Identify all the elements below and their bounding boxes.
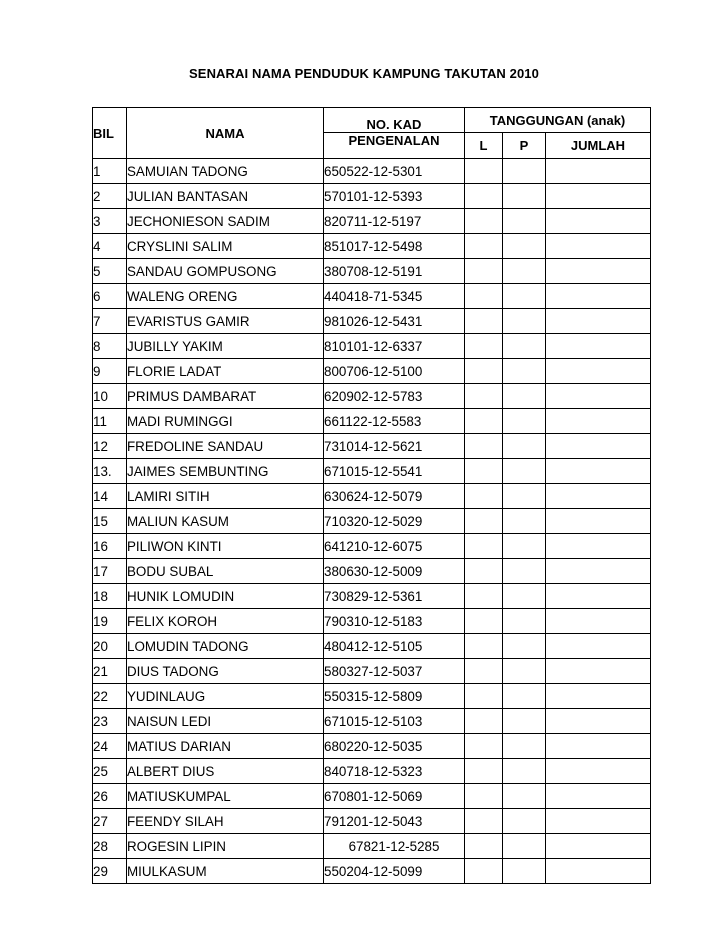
cell-bil: 17 <box>93 559 127 584</box>
cell-p <box>503 659 546 684</box>
cell-l <box>465 559 503 584</box>
cell-p <box>503 584 546 609</box>
cell-p <box>503 684 546 709</box>
cell-bil: 6 <box>93 284 127 309</box>
cell-l <box>465 584 503 609</box>
header-kad-line2: PENGENALAN <box>324 133 465 159</box>
cell-jumlah <box>546 609 651 634</box>
cell-l <box>465 259 503 284</box>
cell-kad: 671015-12-5103 <box>324 709 465 734</box>
cell-bil: 2 <box>93 184 127 209</box>
table-row <box>93 509 651 534</box>
cell-nama: EVARISTUS GAMIR <box>127 309 324 334</box>
table-row <box>93 559 651 584</box>
table-row <box>93 434 651 459</box>
cell-bil: 11 <box>93 409 127 434</box>
cell-kad: 791201-12-5043 <box>324 809 465 834</box>
cell-l <box>465 359 503 384</box>
table-row <box>93 859 651 884</box>
cell-l <box>465 409 503 434</box>
cell-p <box>503 309 546 334</box>
cell-jumlah <box>546 184 651 209</box>
cell-kad: 480412-12-5105 <box>324 634 465 659</box>
cell-p <box>503 759 546 784</box>
cell-jumlah <box>546 359 651 384</box>
header-jumlah: JUMLAH <box>546 133 651 159</box>
cell-l <box>465 609 503 634</box>
cell-jumlah <box>546 734 651 759</box>
header-tanggungan: TANGGUNGAN (anak) <box>465 108 651 133</box>
cell-bil: 23 <box>93 709 127 734</box>
cell-p <box>503 559 546 584</box>
header-l: L <box>465 133 503 159</box>
cell-bil: 9 <box>93 359 127 384</box>
table-row <box>93 159 651 184</box>
cell-bil: 4 <box>93 234 127 259</box>
cell-l <box>465 784 503 809</box>
cell-bil: 15 <box>93 509 127 534</box>
table-row <box>93 384 651 409</box>
cell-kad: 380708-12-5191 <box>324 259 465 284</box>
cell-p <box>503 409 546 434</box>
cell-jumlah <box>546 159 651 184</box>
cell-jumlah <box>546 834 651 859</box>
cell-p <box>503 834 546 859</box>
cell-l <box>465 684 503 709</box>
cell-p <box>503 709 546 734</box>
cell-kad: 630624-12-5079 <box>324 484 465 509</box>
cell-l <box>465 709 503 734</box>
cell-jumlah <box>546 534 651 559</box>
cell-l <box>465 759 503 784</box>
cell-bil: 14 <box>93 484 127 509</box>
cell-p <box>503 334 546 359</box>
table-row <box>93 584 651 609</box>
cell-nama: DIUS TADONG <box>127 659 324 684</box>
cell-nama: ALBERT DIUS <box>127 759 324 784</box>
cell-kad: 671015-12-5541 <box>324 459 465 484</box>
table-row <box>93 784 651 809</box>
cell-p <box>503 734 546 759</box>
table-row <box>93 734 651 759</box>
cell-nama: PRIMUS DAMBARAT <box>127 384 324 409</box>
table-row <box>93 634 651 659</box>
cell-p <box>503 384 546 409</box>
cell-bil: 26 <box>93 784 127 809</box>
cell-jumlah <box>546 659 651 684</box>
header-bil: BIL <box>93 108 127 159</box>
cell-kad: 440418-71-5345 <box>324 284 465 309</box>
cell-kad: 670801-12-5069 <box>324 784 465 809</box>
cell-bil: 12 <box>93 434 127 459</box>
cell-nama: YUDINLAUG <box>127 684 324 709</box>
cell-jumlah <box>546 809 651 834</box>
cell-l <box>465 459 503 484</box>
cell-p <box>503 484 546 509</box>
table-row <box>93 184 651 209</box>
cell-bil: 10 <box>93 384 127 409</box>
header-row-top <box>93 108 651 133</box>
cell-kad: 840718-12-5323 <box>324 759 465 784</box>
cell-nama: JECHONIESON SADIM <box>127 209 324 234</box>
cell-nama: FLORIE LADAT <box>127 359 324 384</box>
cell-l <box>465 434 503 459</box>
cell-bil: 28 <box>93 834 127 859</box>
cell-kad: 550315-12-5809 <box>324 684 465 709</box>
cell-nama: NAISUN LEDI <box>127 709 324 734</box>
cell-bil: 22 <box>93 684 127 709</box>
cell-kad: 67821-12-5285 <box>324 834 465 859</box>
cell-bil: 25 <box>93 759 127 784</box>
cell-kad: 981026-12-5431 <box>324 309 465 334</box>
cell-nama: HUNIK LOMUDIN <box>127 584 324 609</box>
cell-l <box>465 859 503 884</box>
table-row <box>93 309 651 334</box>
cell-p <box>503 434 546 459</box>
table-row <box>93 609 651 634</box>
cell-bil: 24 <box>93 734 127 759</box>
cell-p <box>503 634 546 659</box>
cell-kad: 650522-12-5301 <box>324 159 465 184</box>
cell-nama: LOMUDIN TADONG <box>127 634 324 659</box>
cell-jumlah <box>546 459 651 484</box>
cell-nama: BODU SUBAL <box>127 559 324 584</box>
cell-nama: PILIWON KINTI <box>127 534 324 559</box>
table-row <box>93 334 651 359</box>
cell-jumlah <box>546 234 651 259</box>
cell-p <box>503 509 546 534</box>
cell-l <box>465 734 503 759</box>
table-row <box>93 484 651 509</box>
cell-nama: MATIUSKUMPAL <box>127 784 324 809</box>
cell-jumlah <box>546 584 651 609</box>
cell-p <box>503 609 546 634</box>
table-row <box>93 809 651 834</box>
cell-p <box>503 284 546 309</box>
cell-nama: MIULKASUM <box>127 859 324 884</box>
cell-p <box>503 184 546 209</box>
cell-kad: 790310-12-5183 <box>324 609 465 634</box>
cell-bil: 27 <box>93 809 127 834</box>
cell-l <box>465 484 503 509</box>
cell-p <box>503 159 546 184</box>
cell-bil: 5 <box>93 259 127 284</box>
cell-p <box>503 209 546 234</box>
cell-jumlah <box>546 384 651 409</box>
cell-nama: LAMIRI SITIH <box>127 484 324 509</box>
cell-nama: ROGESIN LIPIN <box>127 834 324 859</box>
cell-l <box>465 184 503 209</box>
cell-l <box>465 809 503 834</box>
cell-jumlah <box>546 634 651 659</box>
cell-kad: 710320-12-5029 <box>324 509 465 534</box>
cell-nama: WALENG ORENG <box>127 284 324 309</box>
cell-l <box>465 534 503 559</box>
cell-jumlah <box>546 859 651 884</box>
cell-p <box>503 859 546 884</box>
resident-table <box>92 107 651 884</box>
cell-jumlah <box>546 409 651 434</box>
table-body <box>93 159 651 884</box>
table-row <box>93 534 651 559</box>
cell-p <box>503 534 546 559</box>
cell-jumlah <box>546 509 651 534</box>
header-p: P <box>503 133 546 159</box>
cell-l <box>465 634 503 659</box>
header-nama: NAMA <box>127 108 324 159</box>
cell-kad: 380630-12-5009 <box>324 559 465 584</box>
cell-bil: 16 <box>93 534 127 559</box>
table-row <box>93 834 651 859</box>
cell-kad: 820711-12-5197 <box>324 209 465 234</box>
cell-bil: 20 <box>93 634 127 659</box>
cell-jumlah <box>546 209 651 234</box>
table-row <box>93 284 651 309</box>
table-row <box>93 459 651 484</box>
cell-jumlah <box>546 684 651 709</box>
cell-kad: 661122-12-5583 <box>324 409 465 434</box>
cell-kad: 800706-12-5100 <box>324 359 465 384</box>
cell-jumlah <box>546 784 651 809</box>
cell-p <box>503 234 546 259</box>
cell-kad: 550204-12-5099 <box>324 859 465 884</box>
cell-l <box>465 209 503 234</box>
cell-jumlah <box>546 709 651 734</box>
cell-l <box>465 284 503 309</box>
cell-nama: FREDOLINE SANDAU <box>127 434 324 459</box>
cell-kad: 580327-12-5037 <box>324 659 465 684</box>
table-row <box>93 659 651 684</box>
cell-p <box>503 784 546 809</box>
cell-kad: 730829-12-5361 <box>324 584 465 609</box>
cell-jumlah <box>546 284 651 309</box>
cell-jumlah <box>546 559 651 584</box>
cell-nama: SAMUIAN TADONG <box>127 159 324 184</box>
cell-l <box>465 309 503 334</box>
cell-bil: 3 <box>93 209 127 234</box>
cell-kad: 570101-12-5393 <box>324 184 465 209</box>
cell-nama: FEENDY SILAH <box>127 809 324 834</box>
cell-jumlah <box>546 259 651 284</box>
cell-bil: 18 <box>93 584 127 609</box>
cell-bil: 29 <box>93 859 127 884</box>
cell-kad: 731014-12-5621 <box>324 434 465 459</box>
cell-jumlah <box>546 434 651 459</box>
cell-kad: 810101-12-6337 <box>324 334 465 359</box>
table-row <box>93 409 651 434</box>
table-row <box>93 234 651 259</box>
cell-bil: 19 <box>93 609 127 634</box>
table-row <box>93 709 651 734</box>
cell-bil: 21 <box>93 659 127 684</box>
cell-bil: 13. <box>93 459 127 484</box>
cell-kad: 680220-12-5035 <box>324 734 465 759</box>
cell-p <box>503 809 546 834</box>
cell-nama: MATIUS DARIAN <box>127 734 324 759</box>
cell-nama: JULIAN BANTASAN <box>127 184 324 209</box>
header-kad-line1: NO. KAD <box>324 108 465 133</box>
cell-bil: 7 <box>93 309 127 334</box>
cell-nama: SANDAU GOMPUSONG <box>127 259 324 284</box>
table-row <box>93 684 651 709</box>
cell-nama: MALIUN KASUM <box>127 509 324 534</box>
table-row <box>93 759 651 784</box>
cell-l <box>465 334 503 359</box>
table-row <box>93 259 651 284</box>
cell-p <box>503 459 546 484</box>
cell-kad: 620902-12-5783 <box>324 384 465 409</box>
cell-jumlah <box>546 759 651 784</box>
cell-p <box>503 259 546 284</box>
cell-nama: JAIMES SEMBUNTING <box>127 459 324 484</box>
table-row <box>93 209 651 234</box>
cell-jumlah <box>546 309 651 334</box>
cell-l <box>465 159 503 184</box>
cell-l <box>465 659 503 684</box>
cell-nama: JUBILLY YAKIM <box>127 334 324 359</box>
cell-l <box>465 234 503 259</box>
cell-bil: 1 <box>93 159 127 184</box>
cell-l <box>465 834 503 859</box>
cell-nama: MADI RUMINGGI <box>127 409 324 434</box>
cell-p <box>503 359 546 384</box>
cell-l <box>465 384 503 409</box>
cell-jumlah <box>546 484 651 509</box>
cell-jumlah <box>546 334 651 359</box>
document-title: SENARAI NAMA PENDUDUK KAMPUNG TAKUTAN 2010 <box>189 66 539 81</box>
cell-nama: FELIX KOROH <box>127 609 324 634</box>
cell-kad: 851017-12-5498 <box>324 234 465 259</box>
cell-kad: 641210-12-6075 <box>324 534 465 559</box>
cell-nama: CRYSLINI SALIM <box>127 234 324 259</box>
table-row <box>93 359 651 384</box>
cell-bil: 8 <box>93 334 127 359</box>
cell-l <box>465 509 503 534</box>
